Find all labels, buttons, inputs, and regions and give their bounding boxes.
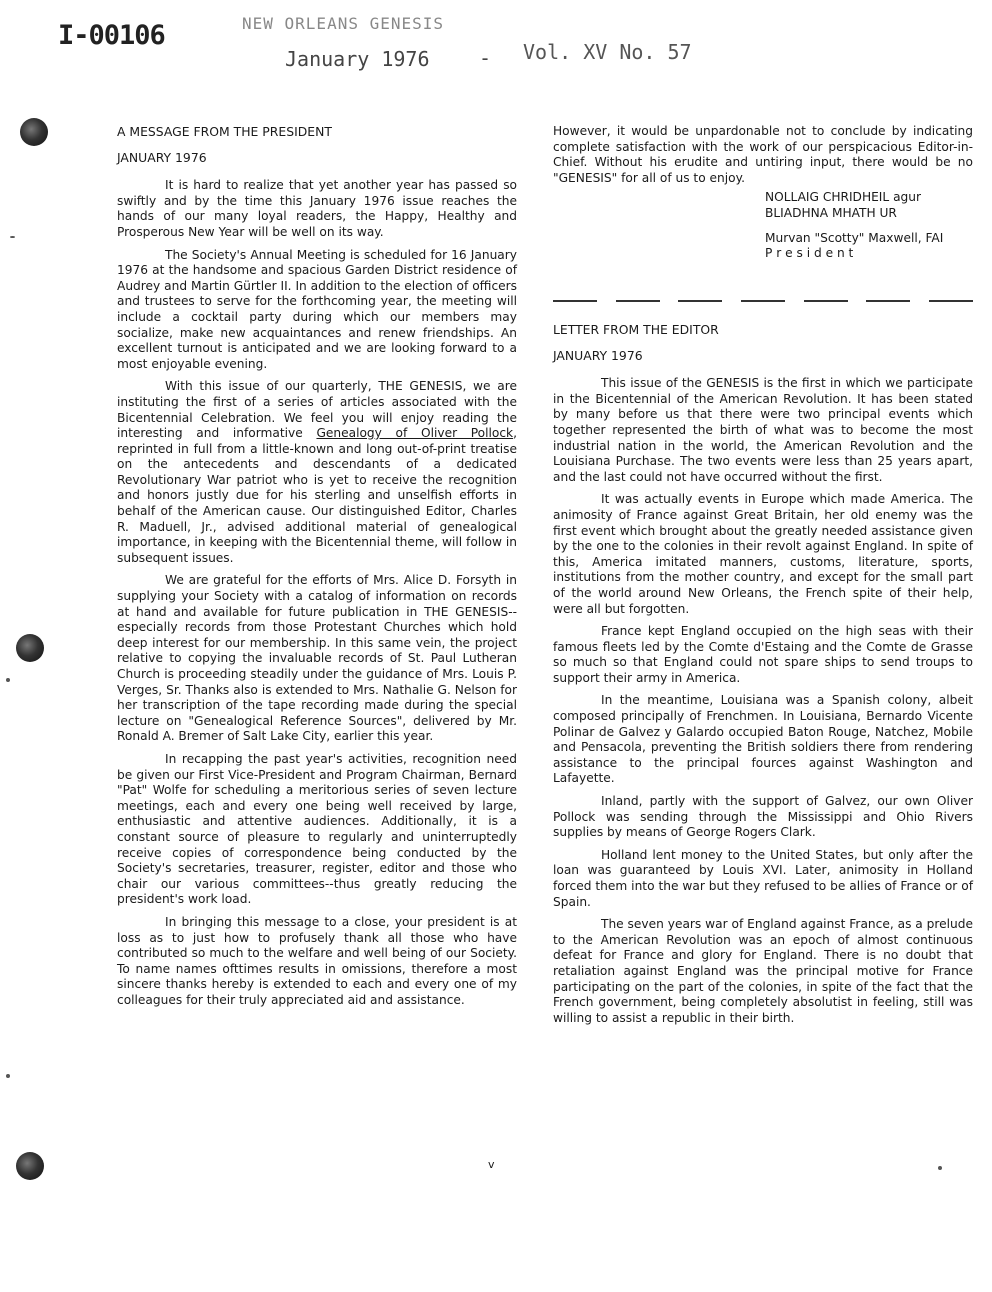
page-number: v [488, 1158, 495, 1171]
editor-letter-title: LETTER FROM THE EDITOR [553, 322, 719, 337]
binder-hole [16, 634, 44, 662]
signer-title: P r e s i d e n t [765, 246, 854, 261]
binder-hole [20, 118, 48, 146]
document-id-stamp: I-00106 [58, 20, 165, 51]
right-column-top [553, 124, 973, 262]
gaelic-greeting: NOLLAIG CHRIDHEIL agur [765, 190, 922, 205]
paragraph: It was actually events in Europe which made America. The animosity of France against Great Britain, her old enemy was the first event which brought about the greatly needed assistance given by the one to the colonies in their revolt against England. In spite of this, America imitated manners, customs, literature, sports, institutions from the mother country, and except for the small part of the world around New Orleans, the French spite of their help, were all but forgotten. [553, 492, 973, 616]
divider-segment [866, 300, 910, 302]
paragraph [117, 379, 517, 566]
divider-segment [616, 300, 660, 302]
paragraph: In bringing this message to a close, your president is at loss as to just how to profusely thank all those who have contributed so much to the welfare and well being of our Society. To name names ofttimes results in omissions, therefore a most sincere thanks hereby is extended to each and every one of my colleagues for their truly appreciated aid and assistance. [117, 914, 517, 1007]
divider-segment [929, 300, 973, 302]
signature-block [765, 190, 973, 261]
paragraph: It is hard to realize that yet another year has passed so swiftly and by the time this January 1976 issue reaches the hands of our many loyal readers, the Happy, Healthy and Prosperous New Year will be well on its way. [117, 178, 517, 239]
paragraph: In the meantime, Louisiana was a Spanish colony, albeit composed principally of Frenchmen. In Louisiana, Bernardo Vicente Polinar de Galvez y Galardo occupied Baton Rouge, Natchez, Mobile and Pensacola, preventing the British soldiers there from rendering assistance to the principal fources against Washington and Lafayette. [553, 693, 973, 786]
paragraph-text: , reprinted in full from a little-known and long out-of-print treatise on the antecedents and descendants of a dedicated Revolutionary War patriot who is yet to receive the recognition and honors justly due for his sterling and unselfish efforts in behalf of the American cause. Our distinguished Editor, Charles R. Maduell, Jr., advised additional material of genealogical importance, in keeping with the Bicentennial theme, will follow in subsequent issues. [117, 426, 517, 565]
paragraph: The Society's Annual Meeting is scheduled for 16 January 1976 at the handsome and spacious Garden District residence of Audrey and Martin Gürtler II. In addition to the election of officers and trustees to serve for the forthcoming year, the meeting will include a cocktail party during which our members may socialize, make new acquaintances and renew friendships. An excellent turnout is anticipated and we are looking forward to a most enjoyable evening. [117, 247, 517, 371]
section-divider [553, 300, 973, 302]
scan-speck [10, 236, 15, 238]
journal-title-stamp: NEW ORLEANS GENESIS [242, 14, 445, 33]
editor-letter-date: JANUARY 1976 [553, 347, 643, 363]
scan-speck [6, 1074, 10, 1078]
paragraph: In recapping the past year's activities, recognition need be given our First Vice-President and Program Chairman, Bernard "Pat" Wolfe for scheduling a meritorious series of seven lecture meetings, each and every one being well received by large, enthusiastic and attentive audiences. Additionally, it is a constant source of pleasure to regularly and uninterruptedly receive copies of correspondence being conducted by the Society's secretaries, treasurer, register, editor and those who chair our various committees--thus greatly reducing the president's work load. [117, 751, 517, 907]
gaelic-greeting: BLIADHNA MHATH UR [765, 205, 897, 220]
volume-number-stamp: Vol. XV No. 57 [523, 40, 692, 64]
article-title-underlined: Genealogy of Oliver Pollock [316, 426, 514, 441]
divider-segment [804, 300, 848, 302]
president-message-column [117, 124, 517, 1008]
paragraph: Inland, partly with the support of Galvez, our own Oliver Pollock was sending through the Mississippi and Ohio Rivers supplies by means of George Rogers Clark. [553, 794, 973, 840]
issue-date-stamp: January 1976 [285, 47, 430, 71]
divider-segment [741, 300, 785, 302]
signer-name: Murvan "Scotty" Maxwell, FAI [765, 230, 944, 245]
paragraph: Holland lent money to the United States, but only after the loan was guaranteed by Louis XVI. Later, animosity in Holland forced them into the war but they refused to be allies of France or of Spain. [553, 847, 973, 909]
scan-speck [6, 678, 10, 682]
divider-segment [553, 300, 597, 302]
paragraph: However, it would be unpardonable not to conclude by indicating complete satisfaction with the work of our perspicacious Editor-in-Chief. Without his erudite and untiring input, there would be no "GENESIS" for all of us to enjoy. [553, 124, 973, 185]
president-message-date: JANUARY 1976 [117, 149, 207, 165]
scan-speck [938, 1166, 942, 1170]
paragraph: France kept England occupied on the high seas with their famous fleets led by the Comte d'Estaing and the Comte de Grasse so much so that England could not spare ships to send troups to support their army in America. [553, 624, 973, 685]
paragraph: We are grateful for the efforts of Mrs. Alice D. Forsyth in supplying your Society with a catalog of information on records at hand and available for future publication in THE GENESIS--especially records from those Protestant Churches which hold deep interest for our membership. In this same vein, the project relative to copying the invaluable records of St. Paul Lutheran Church is proceeding steadily under the guidance of Mrs. Louis P. Verges, Sr. Thanks also is extended to Mrs. Nathalie G. Nelson for her transcription of the tape recording made during the special lecture on "Genealogical Reference Sources", delivered by Mr. Ronald A. Bremer of Salt Lake City, earlier this year. [117, 573, 517, 744]
president-message-title: A MESSAGE FROM THE PRESIDENT [117, 124, 332, 139]
paragraph: The seven years war of England against France, as a prelude to the American Revolution was an epoch of almost continuous defeat for France and glory for England. There is no doubt that retaliation against England was the principal motive for France participating on the part of the colonies, in spite of the fact that the French government, being completely absolutist in feeling, still was willing to assist a republic in their birth. [553, 917, 973, 1025]
header-separator: - [479, 46, 492, 70]
editor-letter-column [553, 322, 973, 1026]
paragraph: This issue of the GENESIS is the first in which we participate in the Bicentennial of the American Revolution. It has been stated by many before us that there were two principal events which together represented the birth of what was to become the most industrial nation in the world, the American Revolution and the Louisiana Purchase. The two events were less than 25 years apart, and the last could not have occurred without the first. [553, 376, 973, 484]
paragraph-text: With this issue of our quarterly, THE GENESIS, we are instituting the first of a series of articles associated with the Bicentennial Celebration. We feel you will enjoy reading the interesting and informative [117, 379, 517, 441]
divider-segment [678, 300, 722, 302]
binder-hole [16, 1152, 44, 1180]
